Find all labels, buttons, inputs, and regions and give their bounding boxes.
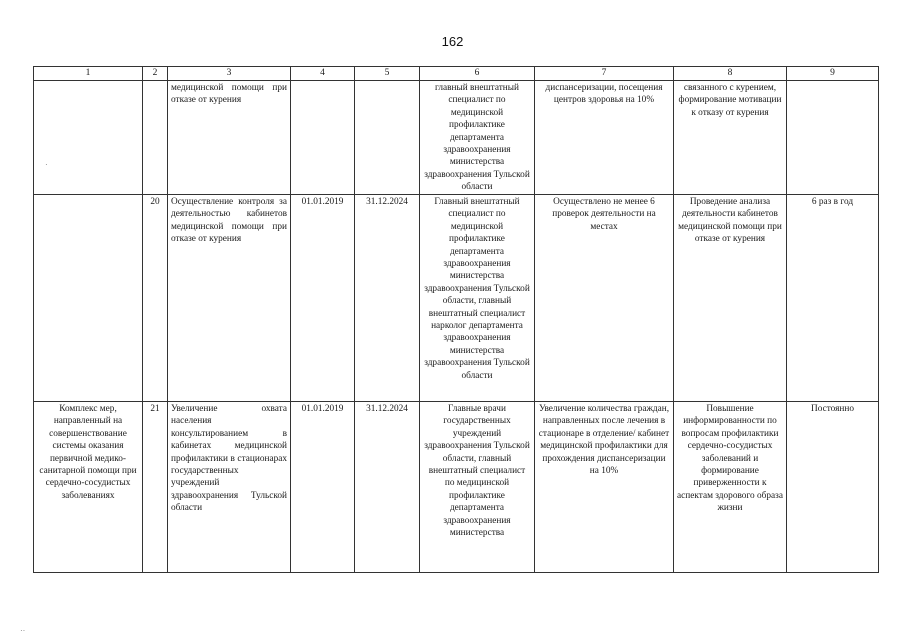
column-number: 6 — [420, 67, 535, 81]
cell-start-date: 01.01.2019 — [291, 195, 355, 402]
table-row — [34, 402, 879, 573]
cell-responsible: Главные врачи государственных учреждений здравоохранения Тульской области, главный внештатный специалист по медицинской профилактике департамента здравоохранения министерства — [420, 402, 535, 573]
column-number-row — [34, 67, 879, 81]
cell-expected-result: Увеличение количества граждан, направленных после лечения в стационаре в отделение/ кабинет медицинской профилактики для прохождения диспансеризации на 10% — [535, 402, 674, 573]
page-number: 162 — [441, 34, 464, 49]
column-number: 7 — [535, 67, 674, 81]
column-number: 1 — [34, 67, 143, 81]
cell-frequency: Постоянно — [787, 402, 879, 573]
cell-responsible: Главный внештатный специалист по медицинской профилактике департамента здравоохранения министерства здравоохранения Тульской области, главный внештатный специалист нарколог департамента здравоохранения министерства здравоохранения Тульской области — [420, 195, 535, 402]
cell-item-number: 20 — [143, 195, 168, 402]
cell-description: Проведение анализа деятельности кабинетов медицинской помощи при отказе от курения — [674, 195, 787, 402]
cell-measure-complex — [34, 81, 143, 195]
cell-expected-result: Осуществлено не менее 6 проверок деятельности на местах — [535, 195, 674, 402]
cell-activity: медицинской помощи при отказе от курения — [168, 81, 291, 195]
cell-measure-complex — [34, 195, 143, 402]
cell-expected-result: диспансеризации, посещения центров здоровья на 10% — [535, 81, 674, 195]
cell-end-date: 31.12.2024 — [355, 195, 420, 402]
cell-measure-complex: Комплекс мер, направленный на совершенствование системы оказания первичной медико-санитарной помощи при сердечно-сосудистых заболеваниях — [34, 402, 143, 573]
cell-activity: Осуществление контроля за деятельностью кабинетов медицинской помощи при отказе от курения — [168, 195, 291, 402]
table-row — [34, 81, 879, 195]
column-number: 3 — [168, 67, 291, 81]
cell-frequency — [787, 81, 879, 195]
cell-description: Повышение информированности по вопросам профилактики сердечно-сосудистых заболеваний и формирование приверженности к аспектам здорового образа жизни — [674, 402, 787, 573]
cell-activity: Увеличение охвата населения консультированием в кабинетах медицинской профилактики в стационарах государственных учреждений здравоохранения Тульской области — [168, 402, 291, 573]
column-number: 2 — [143, 67, 168, 81]
cell-item-number — [143, 81, 168, 195]
cell-description: связанного с курением, формирование мотивации к отказу от курения — [674, 81, 787, 195]
cell-frequency: 6 раз в год — [787, 195, 879, 402]
scan-speck: ·· — [20, 626, 26, 635]
column-number: 5 — [355, 67, 420, 81]
scan-speck: · — [45, 160, 48, 169]
cell-end-date — [355, 81, 420, 195]
cell-responsible: главный внештатный специалист по медицинской профилактике департамента здравоохранения министерства здравоохранения Тульской области — [420, 81, 535, 195]
table-row — [34, 195, 879, 402]
column-number: 8 — [674, 67, 787, 81]
plan-table — [33, 66, 879, 573]
column-number: 4 — [291, 67, 355, 81]
cell-start-date: 01.01.2019 — [291, 402, 355, 573]
cell-start-date — [291, 81, 355, 195]
column-number: 9 — [787, 67, 879, 81]
cell-item-number: 21 — [143, 402, 168, 573]
cell-end-date: 31.12.2024 — [355, 402, 420, 573]
